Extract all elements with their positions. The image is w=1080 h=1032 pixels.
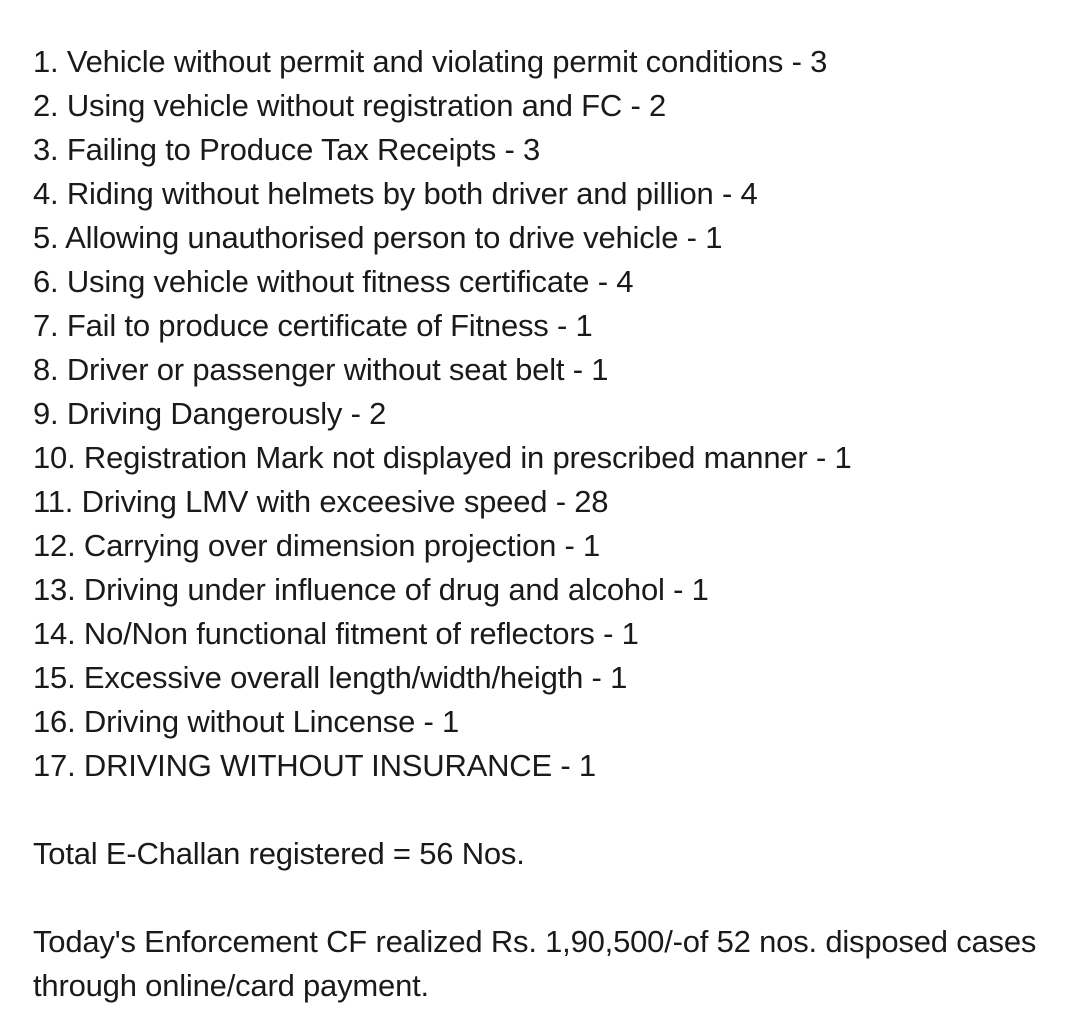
offence-item-8: 8. Driver or passenger without seat belt - 1 bbox=[33, 352, 609, 387]
offence-item-7: 7. Fail to produce certificate of Fitness - 1 bbox=[33, 308, 593, 343]
offence-item-15: 15. Excessive overall length/width/heigth - 1 bbox=[33, 660, 628, 695]
total-echallan-line: Total E-Challan registered = 56 Nos. bbox=[33, 836, 525, 871]
offence-item-17: 17. DRIVING WITHOUT INSURANCE - 1 bbox=[33, 748, 596, 783]
offence-item-3: 3. Failing to Produce Tax Receipts - 3 bbox=[33, 132, 541, 167]
offence-item-16: 16. Driving without Lincense - 1 bbox=[33, 704, 460, 739]
offence-item-1: 1. Vehicle without permit and violating permit conditions - 3 bbox=[33, 44, 828, 79]
spacer bbox=[33, 788, 1063, 832]
offence-item-14: 14. No/Non functional fitment of reflectors - 1 bbox=[33, 616, 639, 651]
offence-item-2: 2. Using vehicle without registration and FC - 2 bbox=[33, 88, 667, 123]
offence-item-10: 10. Registration Mark not displayed in prescribed manner - 1 bbox=[33, 440, 852, 475]
offence-item-9: 9. Driving Dangerously - 2 bbox=[33, 396, 387, 431]
offence-item-12: 12. Carrying over dimension projection - 1 bbox=[33, 528, 601, 563]
enforcement-summary: Today's Enforcement CF realized Rs. 1,90,500/-of 52 nos. disposed cases through online/card payment. bbox=[33, 924, 1037, 1003]
offence-item-5: 5. Allowing unauthorised person to drive vehicle - 1 bbox=[33, 220, 723, 255]
offence-list bbox=[33, 40, 1063, 788]
offence-item-6: 6. Using vehicle without fitness certificate - 4 bbox=[33, 264, 634, 299]
message-body bbox=[33, 40, 1063, 1008]
offence-item-11: 11. Driving LMV with exceesive speed - 28 bbox=[33, 484, 609, 519]
offence-item-4: 4. Riding without helmets by both driver and pillion - 4 bbox=[33, 176, 758, 211]
spacer bbox=[33, 876, 1063, 920]
offence-item-13: 13. Driving under influence of drug and alcohol - 1 bbox=[33, 572, 709, 607]
